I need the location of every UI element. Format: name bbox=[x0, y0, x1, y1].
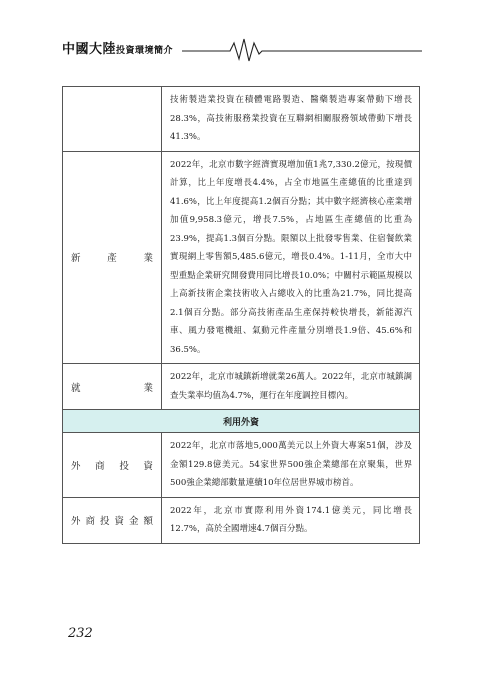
row-label bbox=[63, 87, 162, 152]
table-row bbox=[63, 87, 420, 152]
section-row bbox=[63, 410, 420, 433]
row-label-foreign-investment: 外商投資 bbox=[63, 433, 162, 498]
row-content: 2022年，北京市城鎮新增就業26萬人。2022年，北京市城鎮調查失業率均值為4.7%，運行在年度調控目標內。 bbox=[162, 364, 420, 410]
row-content: 技術製造業投資在積體電路製造、醫藥製造專案帶動下增長28.3%，高技術服務業投資在互聯網相關服務領域帶動下增長41.3%。 bbox=[162, 87, 420, 152]
table-row bbox=[63, 433, 420, 498]
row-label-new-industry: 新產業 bbox=[63, 151, 162, 364]
page-number: 232 bbox=[68, 626, 93, 641]
header-title bbox=[62, 38, 173, 57]
section-title: 利用外資 bbox=[63, 410, 420, 433]
row-label-employment: 就業 bbox=[63, 364, 162, 410]
info-table bbox=[62, 86, 420, 544]
table-row bbox=[63, 497, 420, 543]
table-row bbox=[63, 151, 420, 364]
row-label-foreign-investment-amount: 外商投資金額 bbox=[63, 497, 162, 543]
running-header bbox=[62, 34, 422, 62]
row-content: 2022年，北京市實際利用外資174.1億美元，同比增長12.7%，高於全國增速4.7個百分點。 bbox=[162, 497, 420, 543]
header-title-large: 中國大陸 bbox=[62, 42, 117, 57]
header-title-small: 投資環境簡介 bbox=[116, 46, 174, 56]
table-row bbox=[63, 364, 420, 410]
row-content: 2022年，北京市落地5,000萬美元以上外資大專案51個，涉及金額129.8億美元。54家世界500強企業總部在京聚集，世界500強企業總部數量連續10年位居世界城市榜首。 bbox=[162, 433, 420, 498]
row-content: 2022年，北京市數字經濟實現增加值1兆7,330.2億元，按現價計算，比上年度增長4.4%，占全市地區生產總值的比重達到41.6%，比上年度提高1.2個百分點；其中數字經濟核心產業增加值9,958.3億元，增長7.5%，占地區生產總值的比重為23.9%，提高1.3個百分點。限額以上批發零售業、住宿餐飲業實現網上零售額5,485.6億元，增長0.4%。1-11月，全市大中型重點企業研究開發費用同比增長10.0%；中關村示範區規模以上高新技術企業技術收入占總收入的比重為21.7%，同比提高2.1個百分點。部分高技術產品生產保持較快增長，新能源汽車、風力發電機組、氣動元件產量分別增長1.9倍、45.6%和36.5%。 bbox=[162, 151, 420, 364]
